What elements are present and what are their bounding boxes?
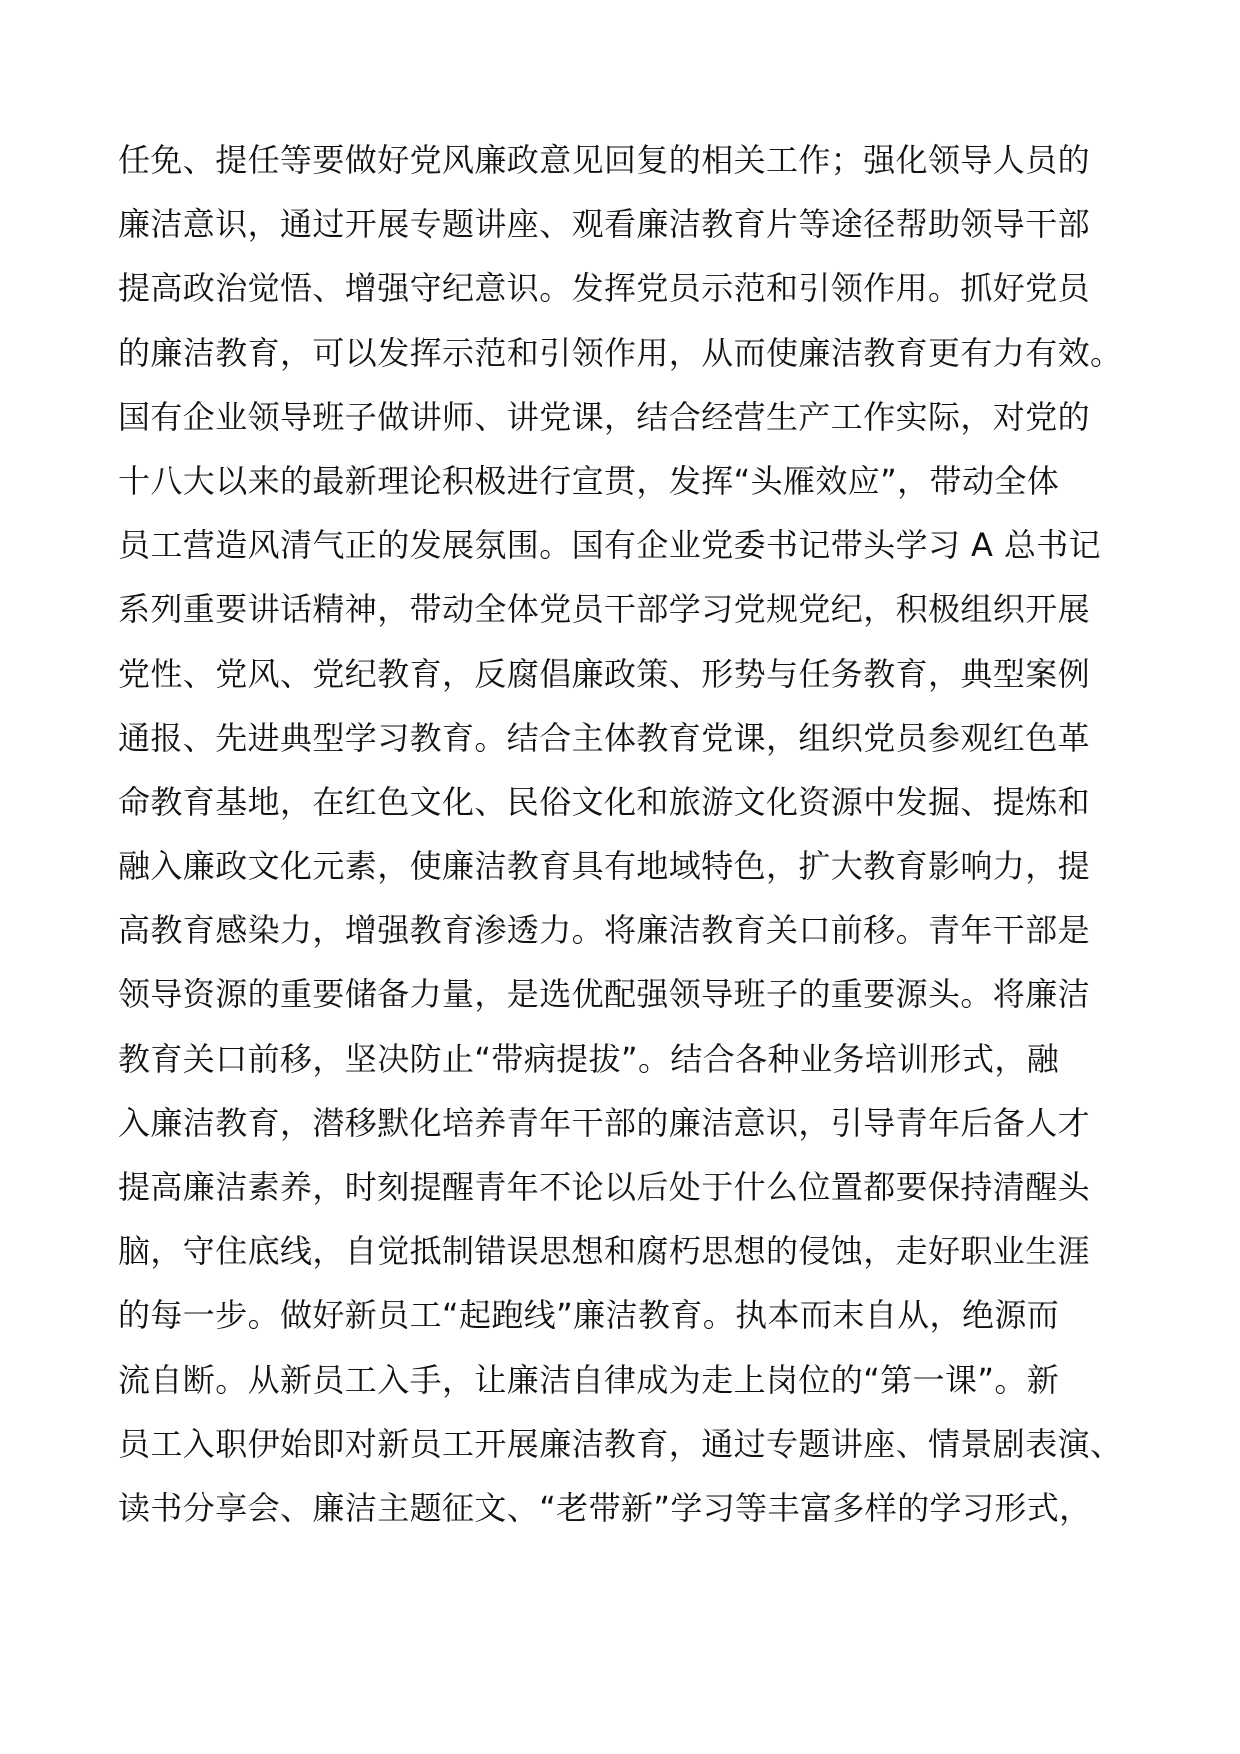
text-line: 员工入职伊始即对新员工开展廉洁教育，通过专题讲座、情景剧表演、: [118, 1424, 1123, 1463]
text-line: 国有企业领导班子做讲师、讲党课，结合经营生产工作实际，对党的: [118, 397, 1091, 436]
text-line: 高教育感染力，增强教育渗透力。将廉洁教育关口前移。青年干部是: [118, 911, 1091, 950]
text-line: 提高政治觉悟、增强守纪意识。发挥党员示范和引领作用。抓好党员: [118, 269, 1091, 308]
text-line: 的廉洁教育，可以发挥示范和引领作用，从而使廉洁教育更有力有效。: [118, 333, 1123, 372]
text-line: 党性、党风、党纪教育，反腐倡廉政策、形势与任务教育，典型案例: [118, 654, 1091, 693]
text-line: 入廉洁教育，潜移默化培养青年干部的廉洁意识，引导青年后备人才: [118, 1103, 1091, 1142]
text-line: 教育关口前移，坚决防止“带病提拔”。结合各种业务培训形式，融: [118, 1039, 1060, 1078]
text-line: 系列重要讲话精神，带动全体党员干部学习党规党纪，积极组织开展: [118, 590, 1091, 629]
text-line: 提高廉洁素养，时刻提醒青年不论以后处于什么位置都要保持清醒头: [118, 1168, 1091, 1206]
text-line: 读书分享会、廉洁主题征文、“老带新”学习等丰富多样的学习形式，: [118, 1488, 1092, 1527]
text-line: 流自断。从新员工入手，让廉洁自律成为走上岗位的“第一课”。新: [118, 1360, 1060, 1399]
text-line: 廉洁意识，通过开展专题讲座、观看廉洁教育片等途径帮助领导干部: [118, 205, 1091, 244]
body-paragraph: [118, 128, 1138, 1540]
text-line: 十八大以来的最新理论积极进行宣贯，发挥“头雁效应”，带动全体: [118, 461, 1060, 500]
text-line: 员工营造风清气正的发展氛围。国有企业党委书记带头学习 A 总书记: [118, 526, 1102, 565]
text-line: 命教育基地，在红色文化、民俗文化和旅游文化资源中发掘、提炼和: [118, 782, 1091, 821]
text-line: 脑，守住底线，自觉抵制错误思想和腐朽思想的侵蚀，走好职业生涯: [118, 1232, 1091, 1271]
text-line: 领导资源的重要储备力量，是选优配强领导班子的重要源头。将廉洁: [118, 975, 1091, 1014]
text-line: 的每一步。做好新员工“起跑线”廉洁教育。执本而末自从，绝源而: [118, 1296, 1060, 1335]
text-line: 任免、提任等要做好党风廉政意见回复的相关工作；强化领导人员的: [118, 141, 1091, 179]
text-line: 通报、先进典型学习教育。结合主体教育党课，组织党员参观红色革: [118, 718, 1091, 757]
text-line: 融入廉政文化元素，使廉洁教育具有地域特色，扩大教育影响力，提: [118, 847, 1091, 886]
